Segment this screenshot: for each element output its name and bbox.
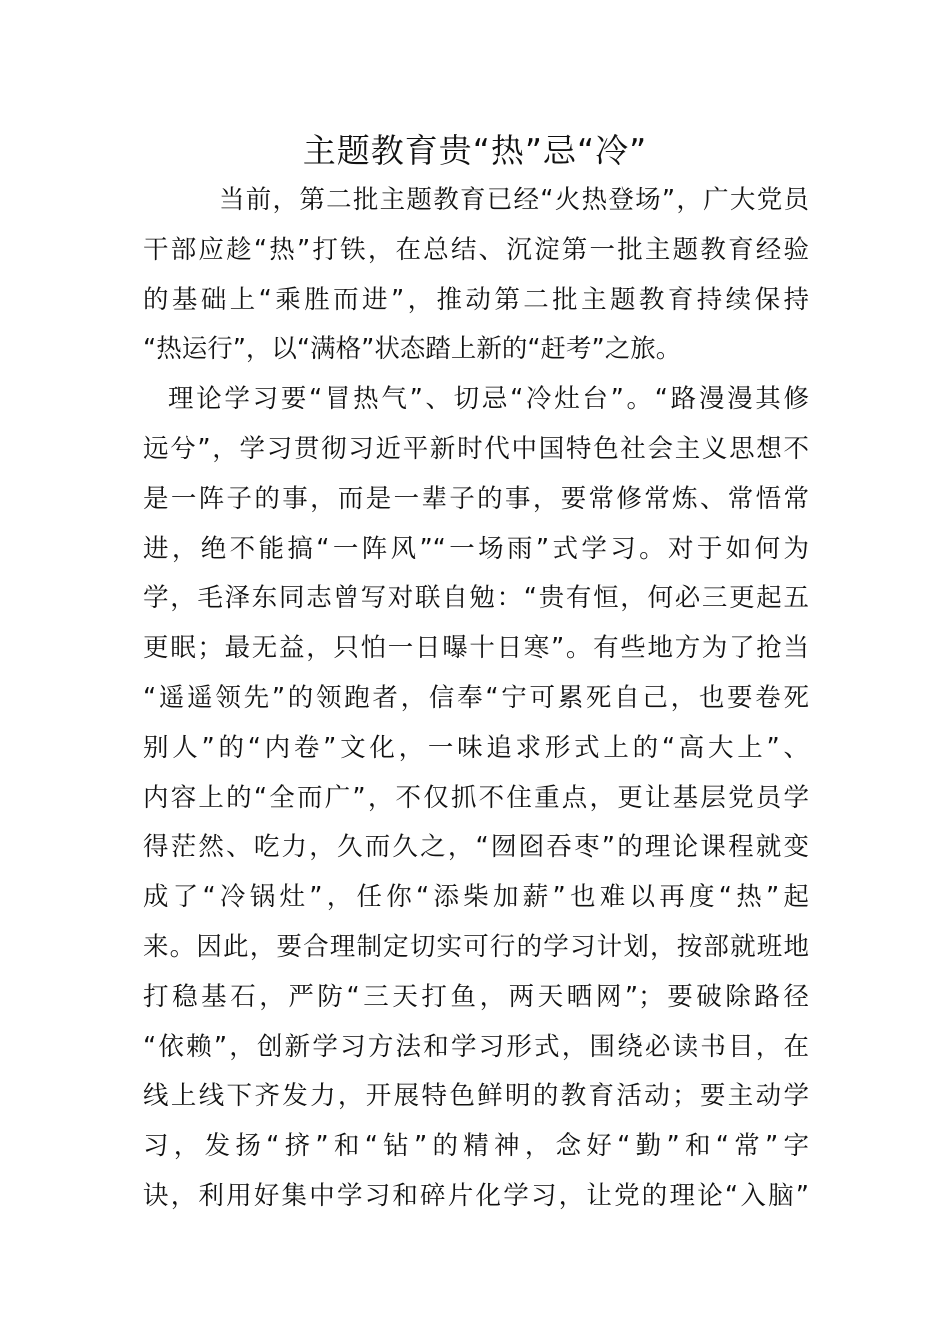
body-line: 习，发扬“挤”和“钻”的精神，念好“勤”和“常”字 [143, 1131, 809, 1162]
body-line: 得茫然、吃力，久而久之，“囫囵吞枣”的理论课程就变 [143, 832, 809, 863]
body-line: 远兮”，学习贯彻习近平新时代中国特色社会主义思想不 [143, 433, 809, 464]
body-line: 别人”的“内卷”文化，一味追求形式上的“高大上”、 [143, 732, 809, 763]
body-line: 线上线下齐发力，开展特色鲜明的教育活动；要主动学 [143, 1081, 809, 1112]
body-line: 的基础上“乘胜而进”，推动第二批主题教育持续保持 [143, 284, 809, 315]
document-title: 主题教育贵“热”忌“冷” [302, 131, 648, 170]
body-line: 干部应趁“热”打铁，在总结、沉淀第一批主题教育经验 [143, 234, 809, 265]
body-line: 更眠；最无益，只怕一日曝十日寒”。有些地方为了抢当 [143, 633, 809, 664]
body-line: 打稳基石，严防“三天打鱼，两天晒网”；要破除路径 [143, 981, 809, 1012]
body-line: 当前，第二批主题教育已经“火热登场”，广大党员 [219, 185, 809, 215]
body-line: 理论学习要“冒热气”、切忌“冷灶台”。“路漫漫其修 [168, 384, 809, 415]
body-line: 来。因此，要合理制定切实可行的学习计划，按部就班地 [143, 931, 809, 962]
body-line: 成了“冷锅灶”，任你“添柴加薪”也难以再度“热”起 [143, 882, 809, 913]
body-line: “依赖”，创新学习方法和学习形式，围绕必读书目，在 [143, 1031, 809, 1062]
body-line: “热运行”，以“满格”状态踏上新的“赶考”之旅。 [143, 334, 682, 365]
body-line: “遥遥领先”的领跑者，信奉“宁可累死自己，也要卷死 [143, 682, 809, 713]
body-line: 是一阵子的事，而是一辈子的事，要常修常炼、常悟常 [143, 483, 809, 514]
body-line: 诀，利用好集中学习和碎片化学习，让党的理论“入脑” [143, 1180, 809, 1211]
body-line: 内容上的“全而广”，不仅抓不住重点，更让基层党员学 [143, 782, 809, 813]
body-line: 学，毛泽东同志曾写对联自勉：“贵有恒，何必三更起五 [143, 583, 809, 614]
document-body [143, 176, 809, 1222]
body-line: 进，绝不能搞“一阵风”“一场雨”式学习。对于如何为 [143, 533, 809, 564]
